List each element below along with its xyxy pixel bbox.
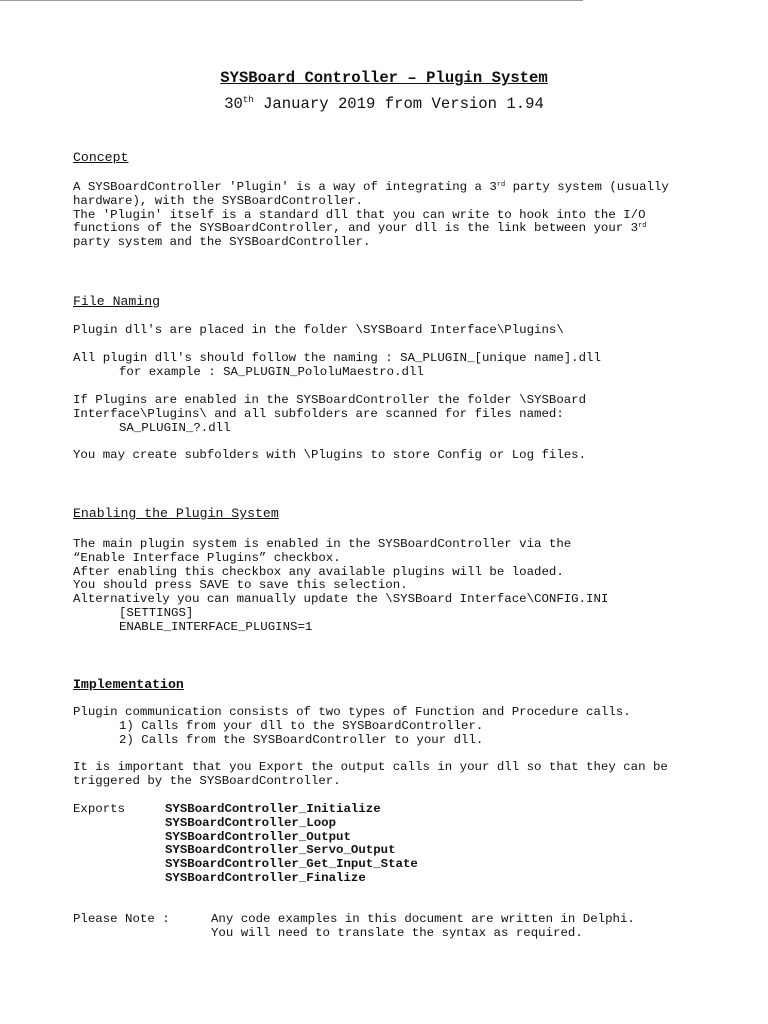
config-setting: ENABLE_INTERFACE_PLUGINS=1: [119, 619, 313, 634]
concept-line-1-pre: A SYSBoardController 'Plugin' is a way of integrating a 3: [73, 180, 497, 194]
export-item: SYSBoardController_Loop: [165, 815, 337, 830]
file-naming-p3-line-2: Interface\Plugins\ and all subfolders are scanned for files named:: [73, 406, 564, 421]
concept-line-4: [73, 222, 703, 236]
note-line-2: You will need to translate the syntax as required.: [211, 925, 583, 940]
export-item: SYSBoardController_Servo_Output: [165, 843, 396, 858]
export-item: SYSBoardController_Get_Input_State: [165, 857, 418, 872]
implementation-line-1: Plugin communication consists of two types of Function and Procedure calls.: [73, 705, 631, 719]
concept-line-4-sup: rd: [638, 222, 647, 231]
enabling-line-5: Alternatively you can manually update the \SYSBoard Interface\CONFIG.INI: [73, 592, 609, 607]
file-naming-p2: [73, 352, 703, 380]
concept-line-2: hardware), with the SYSBoardController.: [73, 193, 363, 208]
implementation-paragraph-1: [73, 706, 703, 747]
concept-line-4-pre: functions of the SYSBoardController, and your dll is the link between your 3: [73, 221, 639, 236]
date-suffix: th: [242, 95, 254, 105]
enabling-heading: Enabling the Plugin System: [73, 506, 279, 521]
note-label: Please Note :: [73, 912, 170, 926]
document-date: [0, 95, 768, 113]
concept-line-1-post: party system (usually: [505, 180, 669, 194]
implementation-heading: Implementation: [73, 677, 184, 692]
implementation-line-4: It is important that you Export the output calls in your dll so that they can be: [73, 760, 668, 774]
implementation-call-2: 2) Calls from the SYSBoardController to your dll.: [119, 732, 484, 747]
file-naming-heading: File Naming: [73, 294, 161, 309]
top-rule: [0, 0, 583, 1]
file-naming-example: for example : SA_PLUGIN_PololuMaestro.dll: [119, 364, 424, 379]
concept-line-5: party system and the SYSBoardController.: [73, 235, 371, 250]
note-text: [211, 913, 635, 941]
enabling-line-4: You should press SAVE to save this selection.: [73, 578, 408, 593]
concept-paragraph: [73, 181, 703, 250]
implementation-call-1: 1) Calls from your dll to the SYSBoardController.: [119, 718, 484, 733]
concept-heading: Concept: [73, 150, 129, 165]
export-item: SYSBoardController_Output: [165, 829, 351, 844]
concept-line-1-sup: rd: [496, 181, 506, 189]
note-line-1: Any code examples in this document are written in Delphi.: [211, 912, 635, 926]
file-naming-p3-line-1: If Plugins are enabled in the SYSBoardController the folder \SYSBoard: [73, 393, 587, 407]
exports-list: [165, 803, 418, 886]
concept-line-3: The 'Plugin' itself is a standard dll that you can write to hook into the I/O: [73, 207, 646, 222]
file-naming-p4: You may create subfolders with \Plugins to store Config or Log files.: [73, 448, 587, 462]
date-day: 30: [224, 95, 243, 113]
document-title: SYSBoard Controller – Plugin System: [220, 69, 548, 87]
implementation-line-5: triggered by the SYSBoardController.: [73, 773, 341, 788]
file-naming-pattern: SA_PLUGIN_?.dll: [119, 420, 231, 435]
concept-line-1: [73, 181, 703, 195]
enabling-line-3: After enabling this checkbox any available plugins will be loaded.: [73, 564, 564, 579]
enabling-line-2: “Enable Interface Plugins” checkbox.: [73, 550, 341, 565]
file-naming-p2-line: All plugin dll's should follow the naming : SA_PLUGIN_[unique name].dll: [73, 351, 601, 365]
file-naming-p3: [73, 394, 703, 435]
export-item: SYSBoardController_Finalize: [165, 870, 366, 885]
exports-label: Exports: [73, 802, 126, 816]
enabling-line-1: The main plugin system is enabled in the SYSBoardController via the: [73, 537, 572, 551]
enabling-paragraph: [73, 538, 703, 635]
date-rest: January 2019 from Version 1.94: [253, 95, 544, 113]
config-section: [SETTINGS]: [119, 605, 194, 620]
export-item: SYSBoardController_Initialize: [165, 802, 381, 816]
file-naming-p1: Plugin dll's are placed in the folder \SYSBoard Interface\Plugins\: [73, 323, 564, 337]
implementation-paragraph-2: [73, 761, 703, 789]
